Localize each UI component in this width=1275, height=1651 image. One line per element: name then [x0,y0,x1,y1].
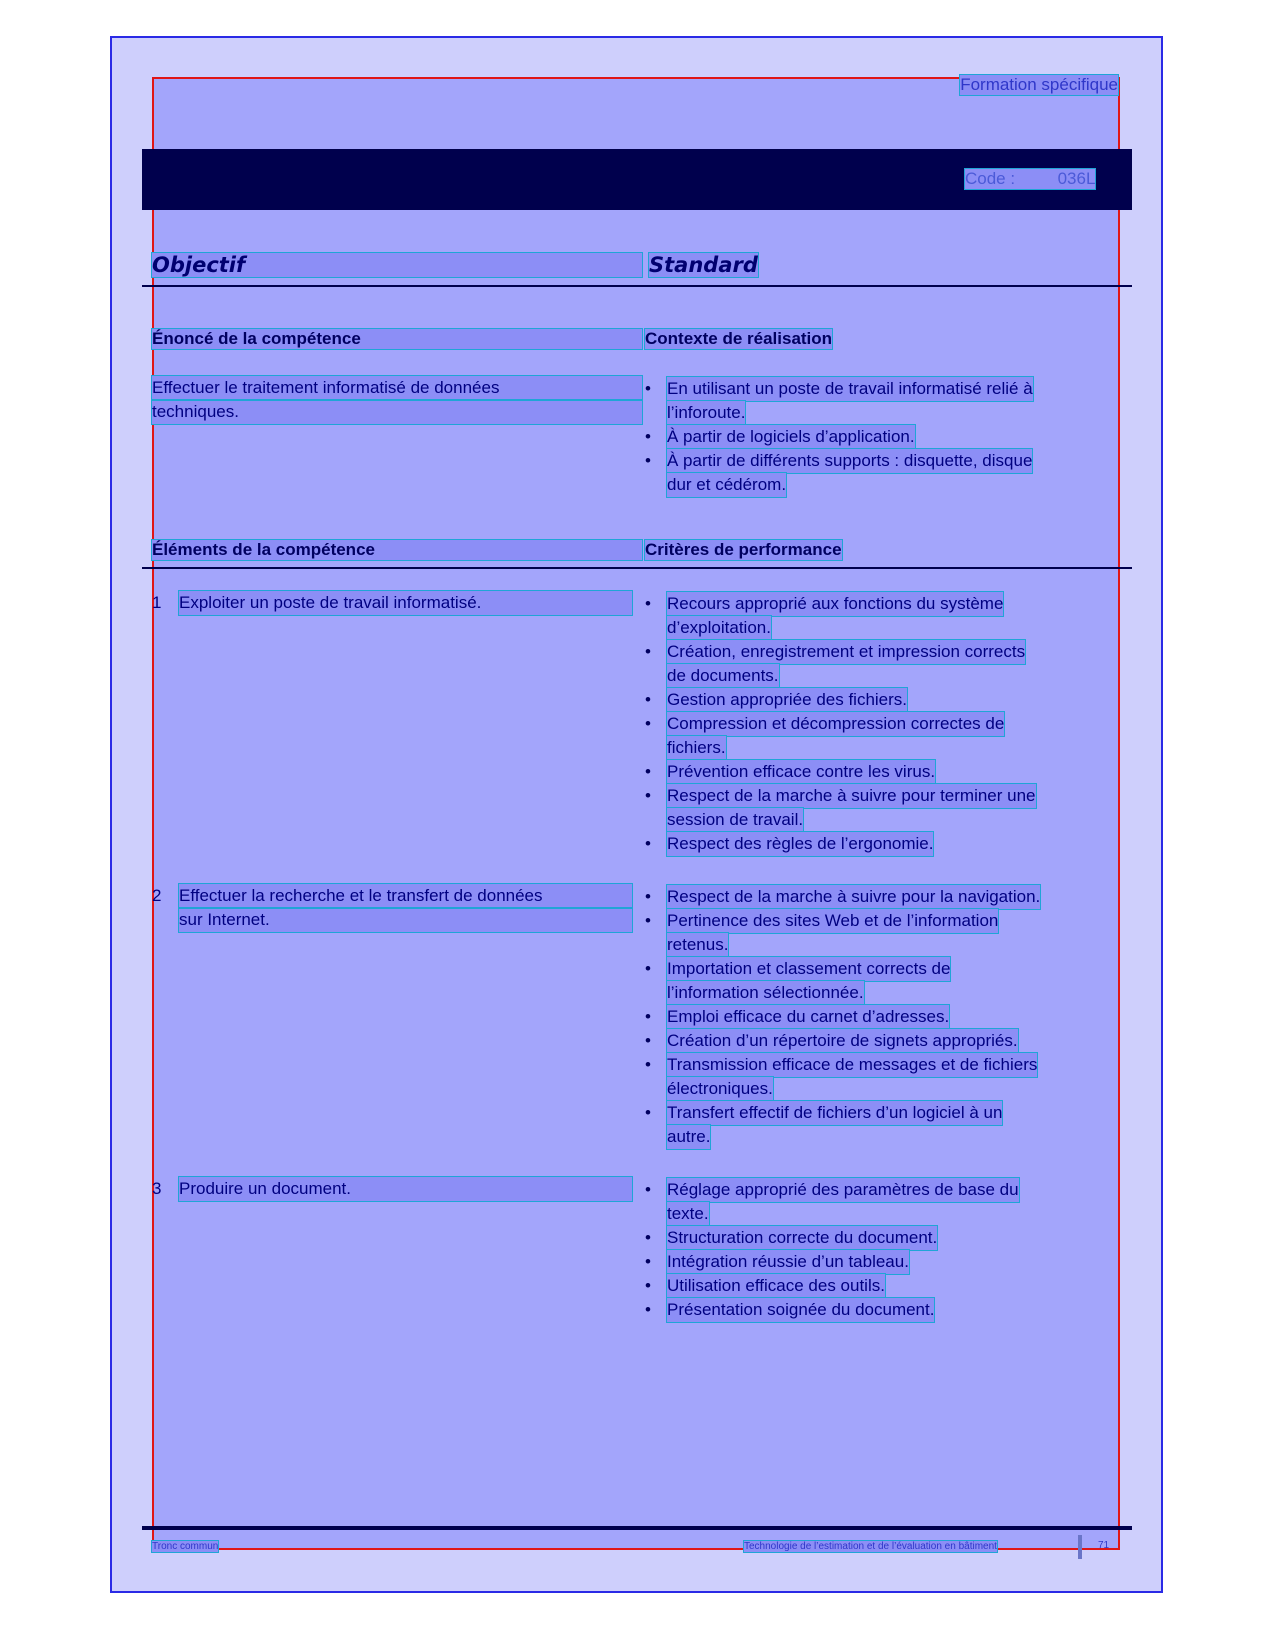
criteria-line: l’inforoute. [667,401,745,425]
code-label: Code : 036L [965,169,1096,188]
criteria-item [645,1005,1115,1029]
criteria-item [645,957,1115,1005]
criteria-line: Création d’un répertoire de signets appropriés. [667,1029,1018,1053]
element-label-line: Exploiter un poste de travail informatisé. [179,591,632,615]
criteria-item [645,712,1115,760]
element-number: 1 [152,593,162,612]
elements-heading: Éléments de la compétence [152,540,642,560]
objectif-title: Objectif [152,253,642,277]
criteria-item [645,1053,1115,1101]
criteria-line: Gestion appropriée des fichiers. [667,688,907,712]
criteria-line: Intégration réussie d’un tableau. [667,1250,909,1274]
criteria-item [645,784,1115,832]
criteria-item [645,688,1115,712]
criteria-list [645,592,1115,856]
criteria-item [645,1298,1115,1322]
criteria-line: À partir de différents supports : disquette, disque [667,449,1032,473]
criteria-line: d’exploitation. [667,616,771,640]
criteria-line: Prévention efficace contre les virus. [667,760,935,784]
enonce-text [152,376,642,424]
element-label [152,884,632,932]
criteria-line: Importation et classement corrects de [667,957,950,981]
criteria-line: Utilisation efficace des outils. [667,1274,885,1298]
criteria-item [645,640,1115,688]
criteria-line: fichiers. [667,736,726,760]
criteria-line: Transmission efficace de messages et de fichiers [667,1053,1037,1077]
element-label-line: Effectuer la recherche et le transfert de données [179,884,632,908]
criteria-list [645,885,1115,1149]
formation-label: Formation spécifique [960,75,1118,94]
criteria-line: Transfert effectif de fichiers d’un logiciel à un [667,1101,1002,1125]
criteria-line: Réglage approprié des paramètres de base du [667,1178,1019,1202]
enonce-heading: Énoncé de la compétence [152,329,642,349]
element-label [152,591,632,615]
element-number: 3 [152,1179,162,1198]
criteria-item [645,885,1115,909]
element-label-line: sur Internet. [179,908,632,932]
element-item [152,884,632,932]
footer-rule [142,1526,1132,1530]
criteria-list [645,1178,1115,1322]
criteria-item [645,1226,1115,1250]
criteria-line: Pertinence des sites Web et de l’information [667,909,998,933]
criteria-line: Présentation soignée du document. [667,1298,934,1322]
criteria-item [645,449,1115,497]
criteria-line: Respect des règles de l’ergonomie. [667,832,933,856]
criteria-line: Respect de la marche à suivre pour terminer une [667,784,1036,808]
criteria-item [645,1274,1115,1298]
elements-rule [142,567,1132,569]
criteria-heading: Critères de performance [645,540,842,559]
footer-page-marker [1078,1535,1082,1559]
element-item [152,1177,632,1201]
criteria-item [645,1250,1115,1274]
criteria-line: de documents. [667,664,779,688]
footer-left: Tronc commun [152,1541,219,1552]
criteria-item [645,760,1115,784]
contexte-list [645,377,1115,497]
element-number: 2 [152,886,162,905]
criteria-line: Structuration correcte du document. [667,1226,937,1250]
criteria-line: électroniques. [667,1077,773,1101]
criteria-line: dur et cédérom. [667,473,786,497]
contexte-heading: Contexte de réalisation [645,329,833,348]
criteria-item [645,1029,1115,1053]
criteria-item [645,909,1115,957]
criteria-line: Recours approprié aux fonctions du système [667,592,1003,616]
criteria-line: retenus. [667,933,728,957]
criteria-line: l’information sélectionnée. [667,981,864,1005]
enonce-line: Effectuer le traitement informatisé de données [152,376,642,400]
criteria-line: autre. [667,1125,710,1149]
element-label-line: Produire un document. [179,1177,632,1201]
criteria-line: À partir de logiciels d’application. [667,425,915,449]
criteria-line: session de travail. [667,808,803,832]
standard-title: Standard [649,253,758,277]
criteria-line: En utilisant un poste de travail informatisé relié à [667,377,1033,401]
criteria-item [645,1178,1115,1226]
criteria-line: Emploi efficace du carnet d’adresses. [667,1005,949,1029]
criteria-line: Respect de la marche à suivre pour la navigation. [667,885,1040,909]
enonce-line: techniques. [152,400,642,424]
footer-title: Technologie de l’estimation et de l’évaluation en bâtiment [744,1541,997,1552]
criteria-item [645,377,1115,425]
element-item [152,591,632,615]
criteria-item [645,592,1115,640]
element-label [152,1177,632,1201]
criteria-line: Compression et décompression correctes de [667,712,1004,736]
criteria-line: Création, enregistrement et impression corrects [667,640,1025,664]
criteria-item [645,1101,1115,1149]
criteria-line: texte. [667,1202,709,1226]
criteria-item [645,832,1115,856]
criteria-item [645,425,1115,449]
objective-rule [142,285,1132,287]
footer-page-number: 71 [1098,1540,1110,1551]
